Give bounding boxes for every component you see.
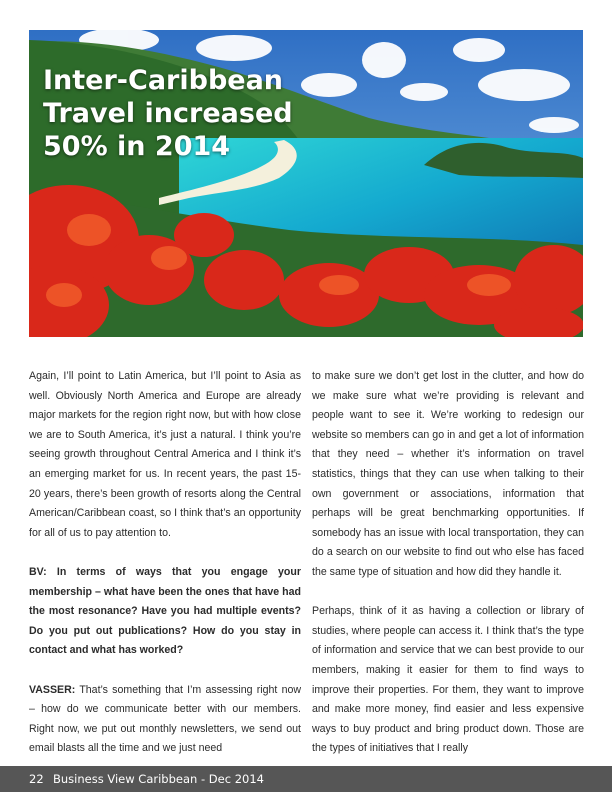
publication-name: Business View Caribbean - Dec 2014	[53, 772, 264, 786]
hero-photo	[29, 30, 583, 337]
answer-text: That’s something that I’m assessing right now – how do we communicate better with our members. Right now, we put out monthly newsletters, we send out email blasts all the time and we just need	[29, 683, 301, 755]
headline-line-3: 50% in 2014	[43, 131, 231, 162]
page-footer	[0, 766, 612, 792]
headline-line-1: Inter-Caribbean	[43, 65, 284, 96]
interview-answer	[29, 681, 301, 759]
paragraph-latin-america: Again, I’ll point to Latin America, but I’ll point to Asia as well. Obviously North America and Europe are already major markets for the region right now, but with how close we are to South America, it’s just a natural. I think you’re seeing growth throughout Central America and I think it’s an emerging market for us. In recent years, the past 15-20 years, there’s been growth of resorts along the Central American/Caribbean coast, so I think that’s an opportunity for all of us to pay attention to.	[29, 370, 301, 539]
article-column-right	[312, 367, 584, 759]
page-number: 22	[29, 772, 44, 786]
paragraph-website-redesign: to make sure we don’t get lost in the clutter, and how do we make sure what we’re providing is relevant and people want to see it. We’re working to redesign our website so members can go in and get a lot of information that they need – whether it’s information on travel statistics, things that they can use when talking to their own government or associations, information that perhaps will be great benchmarking opportunities. If somebody has an issue with local transportation, they can do a search on our website to find out who else has faced the same type of situation and how did they handle it.	[312, 370, 584, 578]
answer-speaker: VASSER:	[29, 683, 76, 696]
hero-headline	[43, 64, 293, 163]
article-column-left	[29, 367, 301, 759]
interview-question: BV: In terms of ways that you engage your membership – what have been the ones that have had the most resonance? Have you had multiple events? Do you put out publications? How do you stay in contact and what has worked?	[29, 565, 301, 657]
headline-line-2: Travel increased	[43, 98, 293, 129]
paragraph-library-of-studies: Perhaps, think of it as having a collection or library of studies, where people can access it. I think that’s the type of information and service that we can best provide to our members, making it easier for them to find ways to improve their properties. For them, they want to improve and make more money, find easier and less expensive ways to buy product and bring product down. Those are the types of initiatives that I really	[312, 605, 584, 755]
